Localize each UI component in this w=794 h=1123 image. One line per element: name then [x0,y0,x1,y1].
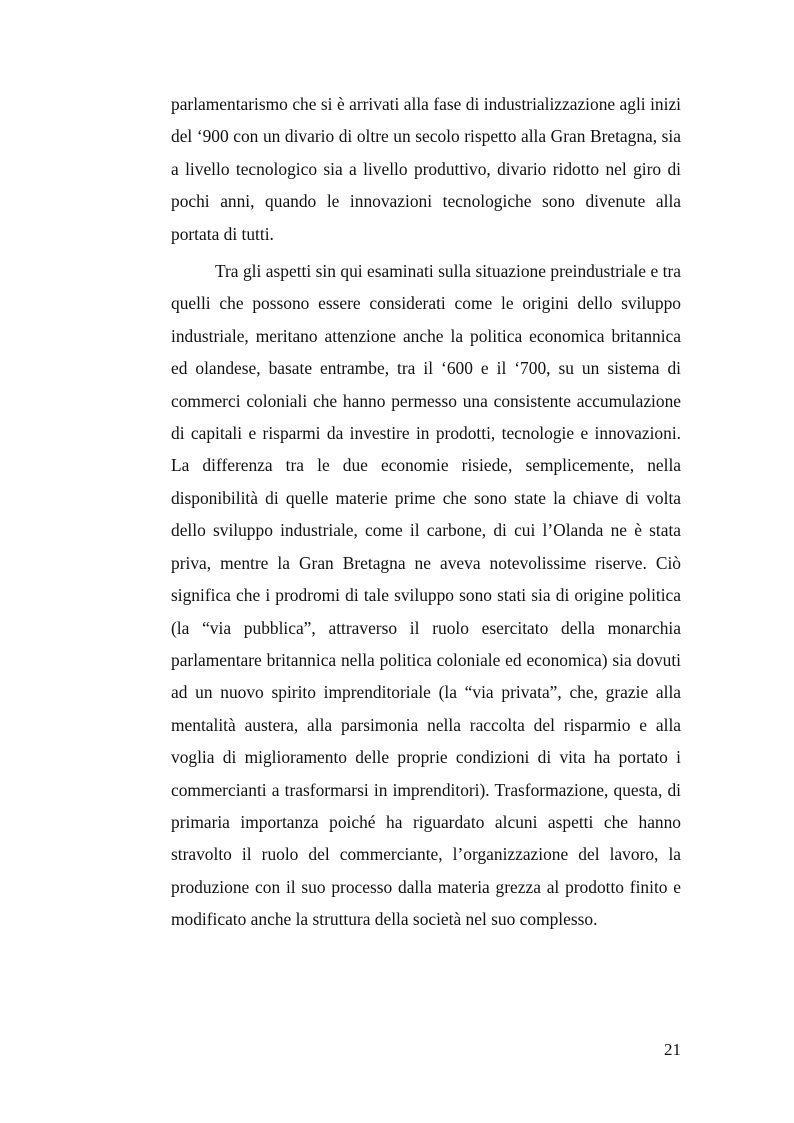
body-text [171,88,681,936]
paragraph-economic-policy: Tra gli aspetti sin qui esaminati sulla situazione preindustriale e tra quelli che possono essere considerati come le origini dello sviluppo industriale, meritano attenzione anche la politica economica britannica ed olandese, basate entrambe, tra il ‘600 e il ‘700, su un sistema di commerci coloniali che hanno permesso una consistente accumulazione di capitali e risparmi da investire in prodotti, tecnologie e innovazioni. La differenza tra le due economie risiede, semplicemente, nella disponibilità di quelle materie prime che sono state la chiave di volta dello sviluppo industriale, come il carbone, di cui l’Olanda ne è stata priva, mentre la Gran Bretagna ne aveva notevolissime riserve. Ciò significa che i prodromi di tale sviluppo sono stati sia di origine politica (la “via pubblica”, attraverso il ruolo esercitato della monarchia parlamentare britannica nella politica coloniale ed economica) sia dovuti ad un nuovo spirito imprenditoriale (la “via privata”, che, grazie alla mentalità austera, alla parsimonia nella raccolta del risparmio e alla voglia di miglioramento delle proprie condizioni di vita ha portato i commercianti a trasformarsi in imprenditori). Trasformazione, questa, di primaria importanza poiché ha riguardato alcuni aspetti che hanno stravolto il ruolo del commerciante, l’organizzazione del lavoro, la produzione con il suo processo dalla materia grezza al prodotto finito e modificato anche la struttura della società nel suo complesso. [171,261,681,930]
paragraph-continued: parlamentarismo che si è arrivati alla fase di industrializzazione agli inizi del ‘900 con un divario di oltre un secolo rispetto alla Gran Bretagna, sia a livello tecnologico sia a livello produttivo, divario ridotto nel giro di pochi anni, quando le innovazioni tecnologiche sono divenute alla portata di tutti. [171,94,681,244]
page-number: 21 [664,1040,681,1059]
